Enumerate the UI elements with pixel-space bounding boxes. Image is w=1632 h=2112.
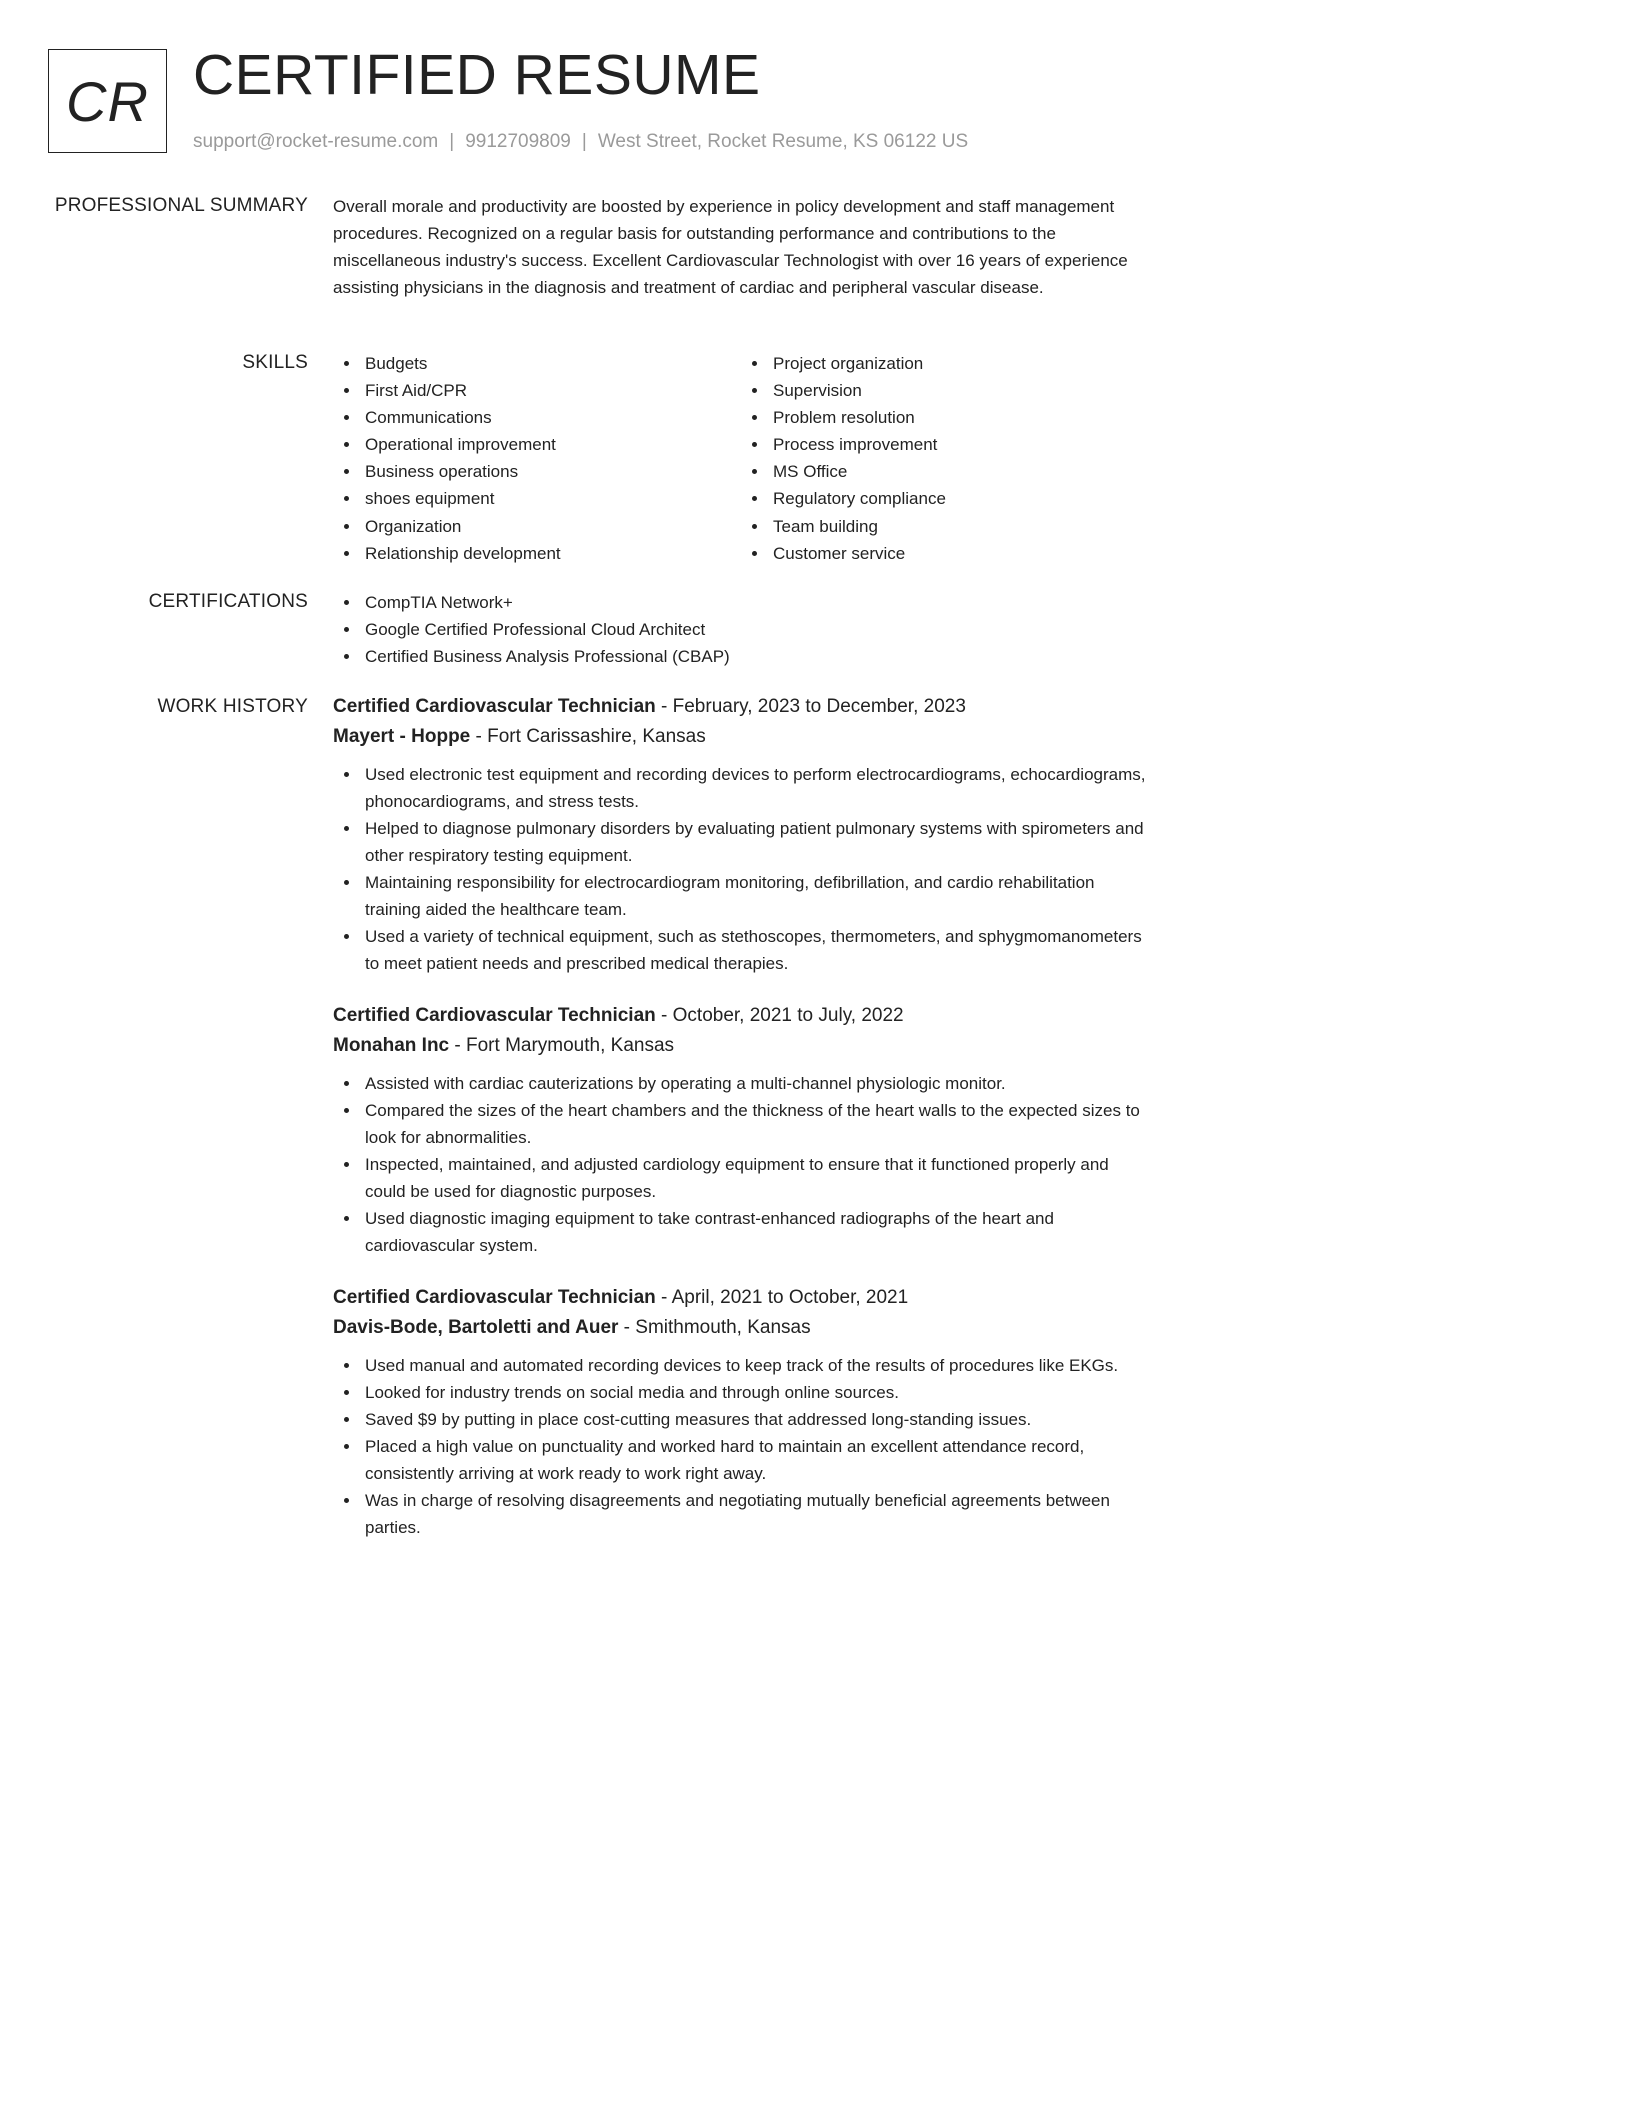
job-title-line: [333, 692, 1153, 722]
job-duty: Compared the sizes of the heart chambers and the thickness of the heart walls to the expected sizes to look for abnormalities.: [333, 1097, 1153, 1151]
job-duty: Used a variety of technical equipment, such as stethoscopes, thermometers, and sphygmomanometers to meet patient needs and prescribed medical therapies.: [333, 923, 1153, 977]
job-location: - Fort Marymouth, Kansas: [449, 1035, 675, 1056]
certification-item: Google Certified Professional Cloud Architect: [333, 616, 1153, 643]
job-duty: Inspected, maintained, and adjusted cardiology equipment to ensure that it functioned properly and could be used for diagnostic purposes.: [333, 1151, 1153, 1205]
skill-item: Communications: [333, 404, 561, 431]
job-duties: [333, 1070, 1153, 1259]
certification-item: Certified Business Analysis Professional (CBAP): [333, 643, 1153, 670]
job-company: Davis-Bode, Bartoletti and Auer: [333, 1317, 619, 1338]
skill-item: Process improvement: [741, 431, 946, 458]
job-company: Monahan Inc: [333, 1035, 450, 1056]
job-duty: Placed a high value on punctuality and worked hard to maintain an excellent attendance record, consistently arriving at work ready to work right away.: [333, 1433, 1153, 1487]
job-title: Certified Cardiovascular Technician: [333, 1005, 656, 1026]
resume-name: CERTIFIED RESUME: [193, 43, 761, 107]
contact-phone: 9912709809: [465, 131, 571, 152]
skill-item: Operational improvement: [333, 431, 561, 458]
skill-item: First Aid/CPR: [333, 377, 561, 404]
skills-list-left: [333, 350, 561, 567]
job-company-line: [333, 1313, 1153, 1343]
job-entry: [333, 1001, 1153, 1259]
job-duty: Maintaining responsibility for electrocardiogram monitoring, defibrillation, and cardio rehabilitation training aided the healthcare team.: [333, 869, 1153, 923]
skill-item: shoes equipment: [333, 485, 561, 512]
job-title: Certified Cardiovascular Technician: [333, 1287, 656, 1308]
job-title: Certified Cardiovascular Technician: [333, 696, 656, 717]
skill-item: Problem resolution: [741, 404, 946, 431]
summary-section: [333, 193, 1153, 301]
skill-item: Budgets: [333, 350, 561, 377]
skill-item: Relationship development: [333, 540, 561, 567]
contact-line: [193, 130, 968, 154]
skill-item: Regulatory compliance: [741, 485, 946, 512]
skills-label: SKILLS: [242, 352, 308, 373]
job-duties: [333, 761, 1153, 977]
job-title-line: [333, 1283, 1153, 1313]
certifications-label: CERTIFICATIONS: [148, 591, 308, 612]
summary-label: PROFESSIONAL SUMMARY: [54, 195, 308, 216]
skill-item: Project organization: [741, 350, 946, 377]
contact-separator: |: [581, 131, 587, 152]
monogram-logo: CR: [48, 49, 167, 153]
job-company: Mayert - Hoppe: [333, 726, 471, 747]
job-duty: Assisted with cardiac cauterizations by operating a multi-channel physiologic monitor.: [333, 1070, 1153, 1097]
job-duty: Used electronic test equipment and recording devices to perform electrocardiograms, echocardiograms, phonocardiograms, and stress tests.: [333, 761, 1153, 815]
job-duty: Saved $9 by putting in place cost-cutting measures that addressed long-standing issues.: [333, 1406, 1153, 1433]
skill-item: MS Office: [741, 458, 946, 485]
skill-item: Supervision: [741, 377, 946, 404]
job-duties: [333, 1352, 1153, 1541]
job-title-line: [333, 1001, 1153, 1031]
job-duty: Looked for industry trends on social media and through online sources.: [333, 1379, 1153, 1406]
job-company-line: [333, 722, 1153, 752]
job-duty: Used manual and automated recording devices to keep track of the results of procedures like EKGs.: [333, 1352, 1153, 1379]
contact-email: support@rocket-resume.com: [193, 131, 439, 152]
job-entry: [333, 692, 1153, 977]
skill-item: Customer service: [741, 540, 946, 567]
job-location: - Fort Carissashire, Kansas: [470, 726, 706, 747]
skills-list-right: [741, 350, 946, 567]
skill-item: Organization: [333, 513, 561, 540]
job-duty: Used diagnostic imaging equipment to take contrast-enhanced radiographs of the heart and cardiovascular system.: [333, 1205, 1153, 1259]
summary-text: Overall morale and productivity are boosted by experience in policy development and staff management procedures. Recognized on a regular basis for outstanding performance and contributions to the miscellaneous industry's success. Excellent Cardiovascular Technologist with over 16 years of experience assisting physicians in the diagnosis and treatment of cardiac and peripheral vascular disease.: [333, 197, 1128, 297]
job-dates: - April, 2021 to October, 2021: [655, 1287, 909, 1308]
job-duty: Was in charge of resolving disagreements and negotiating mutually beneficial agreements between parties.: [333, 1487, 1153, 1541]
job-entry: [333, 1283, 1153, 1541]
certification-item: CompTIA Network+: [333, 589, 1153, 616]
job-duty: Helped to diagnose pulmonary disorders by evaluating patient pulmonary systems with spirometers and other respiratory testing equipment.: [333, 815, 1153, 869]
job-company-line: [333, 1031, 1153, 1061]
skill-item: Business operations: [333, 458, 561, 485]
certifications-list: [333, 589, 1153, 670]
job-dates: - October, 2021 to July, 2022: [655, 1005, 904, 1026]
contact-address: West Street, Rocket Resume, KS 06122 US: [597, 131, 969, 152]
work-history-label: WORK HISTORY: [157, 696, 308, 717]
skill-item: Team building: [741, 513, 946, 540]
contact-separator: |: [449, 131, 455, 152]
job-location: - Smithmouth, Kansas: [618, 1317, 811, 1338]
job-dates: - February, 2023 to December, 2023: [655, 696, 966, 717]
